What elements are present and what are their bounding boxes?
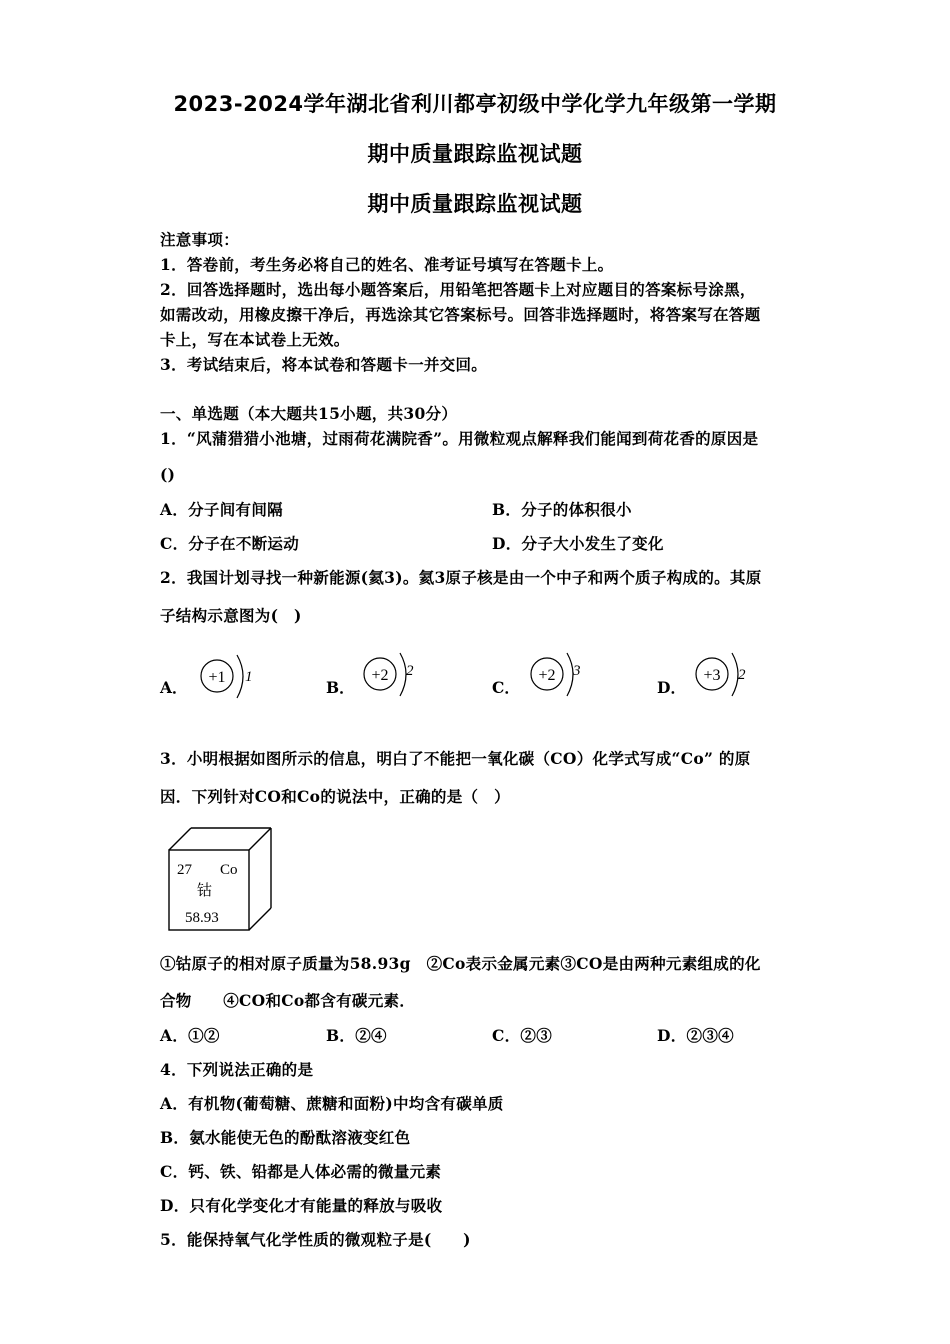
exam-subtitle-repeat: 期中质量跟踪监视试题 (367, 192, 583, 216)
q3-option-a: A．①② (160, 1026, 220, 1045)
q2-option-d-electrons: 2 (738, 667, 746, 683)
exam-title: 2023-2024学年湖北省利川都亭初级中学化学九年级第一学期 (173, 92, 777, 116)
q3-option-d: D．②③④ (657, 1026, 734, 1045)
q3-statements-line2: 合物 ④CO和Co都含有碳元素． (160, 991, 416, 1010)
notice-item-2-line3: 卡上，写在本试卷上无效。 (160, 330, 350, 349)
q1-stem-line1: 1．“风蒲猎猎小池塘，过雨荷花满院香”。用微粒观点解释我们能闻到荷花香的原因是 (160, 429, 759, 448)
notice-item-2-line1: 2．回答选择题时，选出每小题答案后，用铅笔把答题卡上对应题目的答案标号涂黑， (160, 280, 756, 299)
q2-option-c-electrons: 3 (573, 663, 581, 679)
element-atomic-number: 27 (177, 862, 192, 878)
q1-option-a: A．分子间有间隔 (160, 500, 283, 519)
element-symbol: Co (220, 862, 238, 878)
q2-option-b-electrons: 2 (406, 663, 414, 679)
q2-option-a-electrons: 1 (245, 669, 253, 685)
q3-option-b: B．②④ (326, 1026, 387, 1045)
q2-option-d-label: D． (657, 678, 686, 697)
q2-option-b-nucleus: +2 (371, 667, 389, 684)
element-atomic-mass: 58.93 (185, 910, 219, 926)
element-name: 钴 (197, 883, 213, 899)
q2-option-a-atom-diagram (195, 650, 265, 706)
q3-statements-line1: ①钴原子的相对原子质量为58.93g ②Co表示金属元素③CO是由两种元素组成的化 (160, 954, 761, 973)
q4-option-a: A．有机物(葡萄糖、蔗糖和面粉)中均含有碳单质 (160, 1094, 504, 1113)
q2-option-b-label: B． (326, 678, 355, 697)
notice-item-1: 1．答卷前，考生务必将自己的姓名、准考证号填写在答题卡上。 (160, 255, 614, 274)
q1-stem-line2: () (160, 465, 176, 484)
cobalt-element-card (165, 824, 280, 934)
notice-item-3: 3．考试结束后，将本试卷和答题卡一并交回。 (160, 355, 488, 374)
q4-option-c: C．钙、铁、铅都是人体必需的微量元素 (160, 1162, 442, 1181)
q2-option-a-nucleus: +1 (208, 669, 226, 686)
q2-option-d-nucleus: +3 (703, 667, 721, 684)
q4-option-b: B．氨水能使无色的酚酞溶液变红色 (160, 1128, 411, 1147)
q3-stem-line1: 3．小明根据如图所示的信息，明白了不能把一氧化碳（CO）化学式写成“Co” 的原 (160, 749, 751, 768)
q5-stem: 5．能保持氧气化学性质的微观粒子是( ) (160, 1230, 471, 1249)
q4-option-d: D．只有化学变化才有能量的释放与吸收 (160, 1196, 443, 1215)
q2-option-c-nucleus: +2 (538, 667, 556, 684)
q1-option-b: B．分子的体积很小 (492, 500, 632, 519)
q2-option-c-atom-diagram (527, 648, 597, 704)
q2-option-d-atom-diagram (692, 648, 762, 704)
notice-heading: 注意事项： (160, 230, 240, 249)
section-heading: 一、单选题（本大题共15小题，共30分） (160, 404, 458, 423)
q1-option-d: D．分子大小发生了变化 (492, 534, 664, 553)
q4-stem: 4．下列说法正确的是 (160, 1060, 314, 1079)
q2-option-b-atom-diagram (360, 648, 430, 704)
notice-item-2-line2: 如需改动，用橡皮擦干净后，再选涂其它答案标号。回答非选择题时，将答案写在答题 (160, 305, 761, 324)
q1-option-c: C．分子在不断运动 (160, 534, 300, 553)
q3-stem-line2: 因．下列针对CO和Co的说法中，正确的是（ ） (160, 787, 510, 806)
q2-stem-line1: 2．我国计划寻找一种新能源(氦3)。氦3原子核是由一个中子和两个质子构成的。其原 (160, 568, 762, 587)
exam-subtitle: 期中质量跟踪监视试题 (367, 142, 583, 166)
q2-option-a-label: A． (160, 678, 188, 697)
q3-option-c: C．②③ (492, 1026, 553, 1045)
q2-stem-line2: 子结构示意图为( ) (160, 606, 302, 625)
q2-option-c-label: C． (492, 678, 520, 697)
